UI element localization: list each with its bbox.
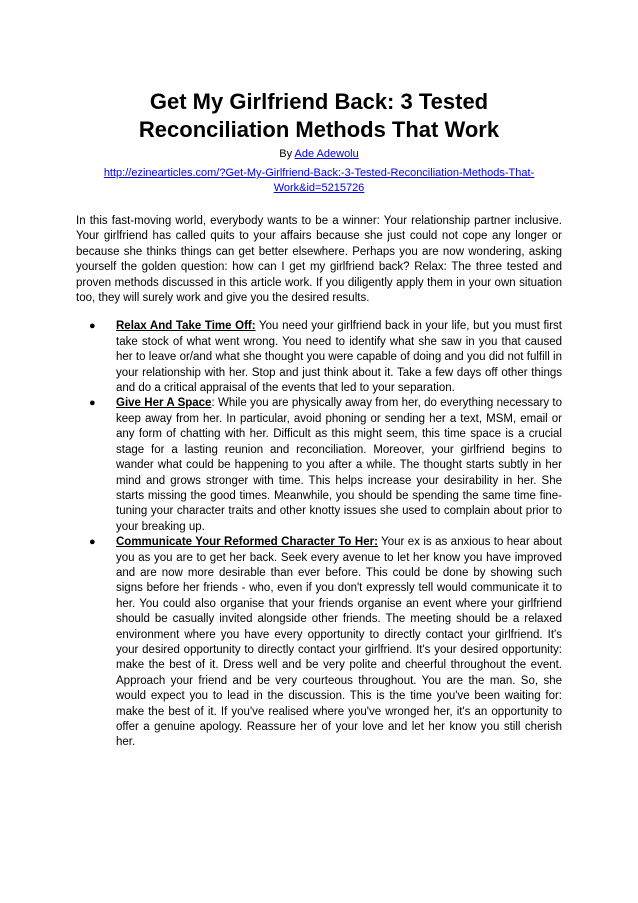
article-title: Get My Girlfriend Back: 3 Tested Reconciliation Methods That Work (138, 89, 500, 142)
point-heading: Give Her A Space (116, 397, 212, 410)
point-text: : While you are physically away from her, do everything necessary to keep away from her. In particular, avoid phoning or sending her a text, MSM, email or any form of chatting with her. Difficult as this might seem, this time space is a crucial stage for a lasting reunion and reconciliation. Moreover, your girlfriend begins to wander what could be happening to you after a while. The thought starts subtly in her mind and grows stronger with time. This helps increase your desirability in her. She starts missing the good times. Meanwhile, you should be spending the same time fine-tuning your character traits and other knotty issues she used to complain about prior to your breaking up. (116, 397, 562, 533)
method-list (76, 319, 562, 750)
bullet-icon: ● (89, 320, 96, 333)
byline-prefix: By (279, 148, 293, 160)
intro-paragraph: In this fast-moving world, everybody wants to be a winner: Your relationship partner inclusive. Your girlfriend has called quits to your affairs because she just could not cope any longer or because she thinks things can get better elsewhere. Perhaps you are now wondering, asking yourself the golden question: how can I get my girlfriend back? Relax: The three tested and proven methods discussed in this article work. If you diligently apply them in your own situation too, they will surely work and give you the desired results. (76, 215, 562, 305)
point-text: Your ex is as anxious to hear about you as you are to get her back. Seek every avenue to let her know you have improved and are now more desirable than ever before. This could be done by showing such signs before her friends - who, even if you don't expressly tell would communicate it to her. You could also organise that your friends organise an event where your girlfriend should be casually invited alongside other friends. The meeting should be a relaxed environment where you have every opportunity to directly contact your girlfriend. It's your desired opportunity to directly contact your girlfriend. It's your desired opportunity: make the best of it. Dress well and be very polite and cheerful throughout the event. Approach your friend and be very courteous throughout. You are the man. So, she would expect you to lead in the discussion. This is the time you've been waiting for: make the best of it. If you've realised where you've wronged her, it's an opportunity to offer a genuine apology. Reassure her of your love and let her know you still cherish her. (116, 536, 562, 749)
byline (76, 147, 562, 161)
bullet-icon: ● (89, 397, 96, 410)
point-heading: Relax And Take Time Off: (116, 320, 256, 333)
author-link[interactable]: Ade Adewolu (294, 148, 359, 160)
point-text: You need your girlfriend back in your life, but you must first take stock of what went wrong. You need to identify what she saw in you that caused her to leave or/and what she thought you were capable of doing and you did not fulfill in your relationship with her. Stop and just think about it. Take a few days off other things and do a critical appraisal of the events that led to your separation. (116, 320, 562, 395)
point-heading: Communicate Your Reformed Character To Her: (116, 536, 378, 549)
source-url-link[interactable]: http://ezinearticles.com/?Get-My-Girlfriend-Back:-3-Tested-Reconciliation-Methods-That-Work&id=5215726 (103, 167, 535, 194)
bullet-icon: ● (89, 536, 96, 549)
source-url (76, 166, 562, 196)
list-item (76, 535, 562, 751)
list-item (76, 319, 562, 396)
list-item (76, 396, 562, 535)
